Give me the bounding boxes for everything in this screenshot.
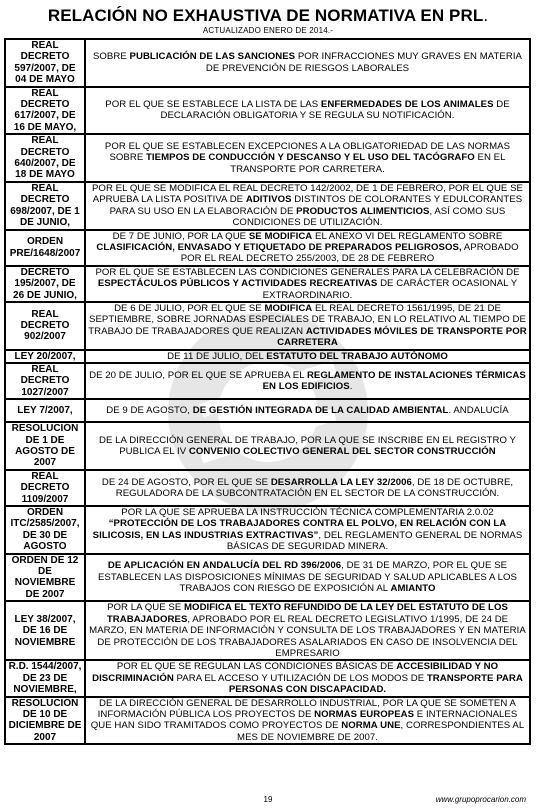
description-segment: POR LA QUE SE — [107, 602, 185, 614]
description-segment: POR LA QUE SE APRUEBA LA INSTRUCCIÓN TÉCNICA COMPLEMENTARIA 2.0.02 — [121, 507, 494, 519]
table-row — [5, 506, 530, 554]
description-bold-segment: DE APLICACIÓN EN ANDALUCÍA DEL RD 396/2006 — [107, 560, 342, 572]
description-bold-segment: CONVENIO COLECTIVO GENERAL DEL SECTOR CONSTRUCCIÓN — [188, 446, 496, 457]
table-row — [5, 363, 530, 399]
description-segment: DE LA DIRECCIÓN GENERAL DE TRABAJO, POR LA QUE SE INSCRIBE EN EL REGISTRO Y PUBLICA EL IV — [99, 434, 516, 457]
description-segment: EL ANEXO VI DEL REGLAMENTO SOBRE — [312, 230, 503, 242]
regulation-description — [85, 399, 530, 422]
description-bold-segment: ENFERMEDADES DE LOS ANIMALES — [320, 99, 494, 111]
table-row — [5, 399, 530, 422]
description-bold-segment: DESARROLLA LA LEY 32/2006 — [270, 476, 412, 488]
description-bold-segment: PRODUCTOS ALIMENTICIOS — [296, 205, 430, 217]
table-row — [5, 302, 530, 350]
description-bold-segment: ESPECTÁCULOS PÚBLICOS Y ACTIVIDADES RECREATIVAS — [97, 278, 378, 290]
description-segment: DE 24 DE AGOSTO, POR EL QUE SE — [101, 476, 271, 488]
description-segment: PARA EL ACCESO Y UTILIZACIÓN DE LOS MODOS DE — [173, 672, 427, 684]
description-segment: DE 11 DE JULIO, DEL — [167, 350, 267, 362]
description-bold-segment: TIEMPOS DE CONDUCCIÓN Y DESCANSO Y EL USO DEL TACÓGRAFO — [146, 152, 475, 164]
description-segment: POR EL QUE SE REGULAN LAS CONDICIONES BÁSICAS DE — [116, 661, 397, 673]
description-segment: POR EL QUE SE MODIFICA EL REAL DECRETO 142/2002, DE 1 DE FEBRERO, POR EL QUE SE APRUEBA LA LISTA POSITIVA DE — [91, 182, 523, 206]
regulation-description — [85, 182, 530, 230]
website-url[interactable]: www.grupoprocarion.com — [435, 795, 526, 804]
regulation-description — [85, 39, 530, 87]
regulation-reference: REAL DECRETO 698/2007, DE 1 DE JUNIO, — [5, 182, 85, 230]
description-segment: DE 6 DE JULIO, POR EL QUE SE — [114, 302, 265, 314]
description-bold-segment: MODIFICA EL TEXTO REFUNDIDO DE LA LEY DEL ESTATUTO DE LOS TRABAJADORES — [106, 602, 508, 625]
regulation-reference: RESOLUCIÓN DE 10 DE DICIEMBRE DE 2007 — [5, 697, 85, 745]
table-row — [5, 660, 530, 696]
regulation-reference: ORDEN ITC/2585/2007, DE 30 DE AGOSTO — [5, 506, 85, 554]
regulation-reference: ORDEN DE 12 DE NOVIEMBRE DE 2007 — [5, 554, 85, 602]
table-row — [5, 470, 530, 506]
regulation-reference: DECRETO 195/2007, DE 26 DE JUNIO, — [5, 266, 85, 302]
description-segment: . — [349, 381, 353, 393]
table-row — [5, 230, 530, 266]
description-bold-segment: TRANSPORTE PARA PERSONAS CON DISCAPACIDAD. — [228, 672, 523, 696]
description-segment: POR EL QUE SE ESTABLECEN EXCEPCIONES A LA OBLIGATORIEDAD DE LAS NORMAS SOBRE — [104, 140, 511, 164]
description-segment: , APROBADO POR EL REAL DECRETO LEGISLATIVO 1/1995, DE 24 DE MARZO, EN MATERIA DE INFORMACIÓN Y CONSULTA DE LOS TRABAJADORES Y EN MATERIA DE PROTECCIÓN DE LOS TRABAJADORES ASALARIADOS EN CASO DE INSOLVENCIA DEL EMPRESARIO — [89, 613, 526, 659]
regulation-description — [85, 422, 530, 470]
table-row — [5, 87, 530, 135]
regulation-reference: REAL DECRETO 1027/2007 — [5, 363, 85, 399]
description-segment: DE LA DIRECCIÓN GENERAL DE DESARROLLO INDUSTRIAL, POR LA QUE SE SOMETEN A INFORMACIÓN PÚBLICA LOS PROYECTOS DE — [97, 697, 516, 720]
regulation-reference: LEY 20/2007, — [5, 350, 85, 363]
description-bold-segment: NORMAS EUROPEAS — [314, 708, 415, 720]
description-bold-segment: “PROTECCIÓN DE LOS TRABAJADORES CONTRA EL POLVO, EN RELACIÓN CON LA SILICOSIS, EN LAS INDUSTRIAS EXTRACTIVAS” — [92, 518, 507, 541]
regulation-reference: ORDEN PRE/1648/2007 — [5, 230, 85, 266]
table-row — [5, 134, 530, 182]
regulation-description — [85, 506, 530, 554]
description-segment: APROBADO POR EL REAL DECRETO 255/2003, DE 28 DE FEBRERO — [180, 241, 519, 265]
table-row — [5, 697, 530, 745]
description-segment: DE DECLARACIÓN OBLIGATORIA Y SE REGULA SU NOTIFICACIÓN. — [160, 99, 510, 122]
regulation-reference: R.D. 1544/2007, DE 23 DE NOVIEMBRE, — [5, 660, 85, 696]
description-segment: , DE 18 DE OCTUBRE, REGULADORA DE LA SUBCONTRATACIÓN EN EL SECTOR DE LA CONSTRUCCIÓN. — [115, 476, 514, 499]
description-bold-segment: AMIANTO — [390, 583, 436, 595]
description-segment: DISTINTOS DE COLORANTES Y EDULCORANTES PARA SU USO EN LA ELABORACIÓN DE — [109, 194, 523, 217]
regulation-description — [85, 230, 530, 266]
description-bold-segment: DE GESTIÓN INTEGRADA DE LA CALIDAD AMBIENTAL — [192, 404, 449, 416]
description-bold-segment: PUBLICACIÓN DE LAS SANCIONES — [129, 51, 296, 63]
regulation-reference: REAL DECRETO 597/2007, DE 04 DE MAYO — [5, 39, 85, 87]
page-number: 19 — [263, 795, 273, 804]
description-segment: E INTERNACIONALES QUE HAN SIDO TRAMITADOS COMO PROYECTOS DE — [90, 708, 518, 732]
description-segment: . ANDALUCÍA — [448, 404, 509, 416]
regulation-reference: LEY 38/2007, DE 16 DE NOVIEMBRE — [5, 601, 85, 660]
table-row — [5, 601, 530, 660]
regulation-description — [85, 470, 530, 506]
regulation-description — [85, 266, 530, 302]
description-segment: DE 20 DE JULIO, POR EL QUE SE APRUEBA EL — [89, 369, 307, 381]
update-subtitle: ACTUALIZADO ENERO DE 2014.- — [202, 26, 334, 35]
description-bold-segment: CLASIFICACIÓN, ENVASADO Y ETIQUETADO DE PREPARADOS PELIGROSOS, — [96, 241, 462, 253]
regulation-description — [85, 302, 530, 350]
description-segment: , ASÍ COMO SUS CONDICIONES DE UTILIZACIÓN. — [232, 205, 506, 229]
regulation-reference: LEY 7/2007, — [5, 399, 85, 422]
regulation-description — [85, 350, 530, 363]
description-bold-segment: SE MODIFICA — [248, 230, 313, 242]
description-segment: DE 7 DE JUNIO, POR LA QUE — [112, 230, 249, 242]
description-bold-segment: ACCESIBILIDAD Y NO DISCRIMINACIÓN — [92, 661, 499, 684]
page-title: RELACIÓN NO EXHAUSTIVA DE NORMATIVA EN PRL. — [47, 6, 489, 25]
description-segment: EL REAL DECRETO 1561/1995, DE 21 DE SEPTIEMBRE, SOBRE JORNADAS ESPECIALES DE TRABAJO, EN LO RELATIVO AL TIEMPO DE TRABAJO DE TRABAJADORES QUE REALIZAN — [88, 302, 526, 337]
description-segment: , DEL REGLAMENTO GENERAL DE NORMAS BÁSICAS DE SEGURIDAD MINERA. — [226, 529, 523, 553]
description-segment: , DE 31 DE MARZO, POR EL QUE SE ESTABLECEN LAS DISPOSICIONES MÍNIMAS DE SEGURIDAD Y SALUD APLICABLES A LOS TRABAJOS CON RIESGO DE EXPOSICIÓN AL — [97, 560, 518, 595]
description-bold-segment: ADITIVOS — [245, 194, 292, 206]
regulation-reference: RESOLUCIÓN DE 1 DE AGOSTO DE 2007 — [5, 422, 85, 470]
regulation-description — [85, 554, 530, 602]
description-bold-segment: ACTIVIDADES MÓVILES DE TRANSPORTE POR CARRETERA — [277, 325, 527, 349]
table-row — [5, 554, 530, 602]
description-segment: , CORRESPONDIENTES AL MES DE NOVIEMBRE DE 2007. — [237, 720, 525, 743]
description-bold-segment: MODIFICA — [264, 302, 313, 314]
table-row — [5, 182, 530, 230]
description-bold-segment: ESTATUTO DEL TRABAJO AUTÓNOMO — [266, 350, 448, 362]
description-segment: DE 9 DE AGOSTO, — [106, 404, 193, 416]
regulation-description — [85, 601, 530, 660]
description-segment: POR INFRACCIONES MUY GRAVES EN MATERIA DE PREVENCIÓN DE RIESGOS LABORALES — [205, 51, 523, 74]
description-segment: DE CARÁCTER OCASIONAL Y EXTRAORDINARIO. — [262, 278, 518, 301]
regulations-table — [4, 38, 531, 745]
description-segment: EN EL TRANSPORTE POR CARRETERA. — [230, 152, 506, 175]
regulation-description — [85, 134, 530, 182]
regulation-description — [85, 697, 530, 745]
table-row — [5, 422, 530, 470]
regulation-description — [85, 660, 530, 696]
table-row — [5, 350, 530, 363]
description-segment: POR EL QUE SE ESTABLECE LA LISTA DE LAS — [105, 99, 321, 111]
description-segment: SOBRE — [92, 51, 130, 63]
description-bold-segment: REGLAMENTO DE INSTALACIONES TÉRMICAS EN LOS EDIFICIOS — [262, 369, 526, 393]
regulation-reference: REAL DECRETO 640/2007, DE 18 DE MAYO — [5, 134, 85, 182]
table-row — [5, 39, 530, 87]
regulation-reference: REAL DECRETO 902/2007 — [5, 302, 85, 350]
regulation-reference: REAL DECRETO 617/2007, DE 16 DE MAYO, — [5, 87, 85, 135]
regulation-description — [85, 363, 530, 399]
regulation-description — [85, 87, 530, 135]
description-bold-segment: NORMA UNE — [341, 720, 401, 732]
table-row — [5, 266, 530, 302]
description-segment: POR EL QUE SE ESTABLECEN LAS CONDICIONES GENERALES PARA LA CELEBRACIÓN DE — [95, 266, 520, 278]
regulation-reference: REAL DECRETO 1109/2007 — [5, 470, 85, 506]
